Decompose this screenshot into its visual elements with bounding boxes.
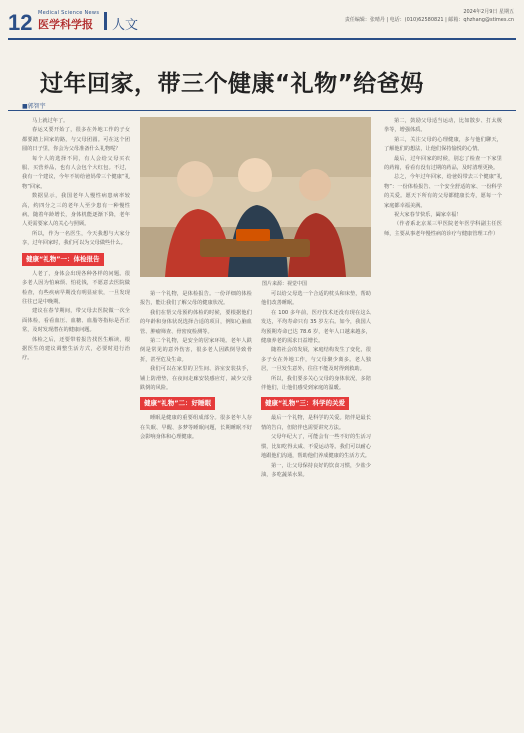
paragraph: 体检之后，还要带着报告找医生解读，根据医生的建议调整生活方式，必要时进行治疗。 — [22, 336, 130, 362]
paragraph: 在 100 多年前，医疗技术还没有现在这么发达，平均寿命只有 35 岁左右。如今，我国人均预期寿命已达 78.6 岁，老年人口越来越多，健康养老的需求日益增长。 — [261, 309, 371, 345]
paragraph: 所以，我们要多关心父母的身体状况，多陪伴他们，让他们感受到家庭的温暖。 — [261, 375, 371, 392]
paragraph: 我们在帮父母预约体检的时候，要根据他们的年龄和身体状况选择合适的项目，例如心脑血管、肿瘤筛查、骨密度检测等。 — [140, 309, 252, 335]
header-rule — [8, 110, 516, 111]
paragraph: （作者系北京某三甲医院老年医学科副主任医师，主要从事老年慢性病的诊疗与健康管理工作） — [384, 221, 502, 237]
paragraph: 我们可以在家里的卫生间、浴室安装扶手，铺上防滑垫，在夜间走廊安装感应灯，减少父母跌倒的风险。 — [140, 366, 252, 392]
editor-line: 责任编辑：张晴丹 | 电话：(010)62580821 | 邮箱：qhzhang@stimes.cn — [344, 17, 514, 23]
paragraph: 父母年纪大了，可能会有一些不好的生活习惯，比如吃得太咸、不爱运动等。我们可以耐心地跟他们沟通，帮助他们养成健康的生活方式。 — [261, 434, 371, 460]
paragraph: 第一个礼物，是体检报告。一份详细的体检报告，能让我们了解父母的健康状况。 — [140, 291, 252, 307]
paragraph: 随着社会的发展，家庭结构发生了变化，很多子女在外地工作，与父母聚少离多。老人独居，一旦发生意外，往往不能及时得到救助。 — [261, 347, 371, 373]
subhead-3: 健康“礼物”三：科学的关爱 — [261, 397, 349, 410]
paper-name — [38, 10, 99, 32]
paragraph: 数据显示，我国老年人慢性病患病率较高，约四分之三的老年人至少患有一种慢性病。随着年龄增长，身体机能逐渐下降，老年人更需要家人的关心与照顾。 — [22, 193, 130, 228]
paragraph: 人老了，身体会出现各种各样的问题。很多老人因为怕麻烦、怕花钱，不愿意去医院做检查，有些疾病早期没有明显症状，一旦发现往往已是中晚期。 — [22, 270, 130, 305]
masthead — [0, 0, 524, 44]
page-number: 12 — [8, 10, 33, 35]
paragraph: 春运又要开始了，很多在外地工作的子女都要踏上回家的路，与父母团圆。可在这个团圆的日子里，你会为父母准备什么礼物呢？ — [22, 127, 130, 153]
paragraph: 总之，今年过年回家，给爸妈带去三个健康“礼物”：一份体检报告、一个安全舒适的家、一份科学的关爱。愿天下所有的父母都健康长寿，愿每一个家庭都幸福美满。 — [384, 174, 502, 209]
subhead-1: 健康“礼物”一：体检报告 — [22, 253, 104, 266]
paper-name-cn: 医学科学报 — [38, 18, 93, 31]
column-3 — [261, 290, 371, 480]
paragraph: 最后，过年回家的时候，别忘了检查一下家里的药箱，看看有没有过期的药品，及时清理更换。 — [384, 155, 502, 172]
photo-illustration — [140, 117, 371, 277]
section-label: 人文 — [112, 18, 139, 33]
paragraph: 可以给父母选一个合适的枕头和床垫，帮助他们改善睡眠。 — [261, 291, 371, 307]
photo-caption: 图片来源：视觉中国 — [262, 281, 308, 287]
paragraph: 建议在春节期间，带父母去医院做一次全面体检，看看血压、血糖、血脂等指标是否正常，及时发现潜在的健康问题。 — [22, 308, 130, 334]
paragraph: 所以，作为一名医生，今天我想与大家分享，过年回家时，我们可以为父母做些什么。 — [22, 230, 130, 247]
paragraph: 祝大家春节快乐，阖家幸福！ — [394, 212, 462, 219]
article-photo — [140, 117, 371, 277]
paragraph: 最后一个礼物，是科学的关爱。陪伴是最长情的告白，但陪伴也需要讲究方法。 — [261, 415, 371, 431]
paragraph: 第三，关注父母的心理健康，多与他们聊天，了解他们的想法，让他们保持愉悦的心情。 — [384, 136, 502, 153]
paragraph: 第二个礼物，是安全的居家环境。老年人跌倒是常见的意外伤害，很多老人因跌倒导致骨折，甚至危及生命。 — [140, 338, 252, 363]
paragraph: 第一，让父母保持良好的饮食习惯，少盐少油，多吃蔬菜水果。 — [261, 462, 371, 478]
subhead-2: 健康“礼物”二：好睡眠 — [140, 397, 215, 410]
top-rule — [8, 38, 516, 40]
date-line: 2024年2月9日 星期五 — [463, 9, 514, 15]
paragraph: 第二，鼓励父母适当运动，比如散步、打太极拳等，增强体质。 — [384, 118, 502, 134]
paragraph: 马上就过年了。 — [32, 118, 69, 124]
column-1 — [22, 117, 130, 364]
paragraph: 睡眠是健康的重要组成部分。很多老年人存在失眠、早醒、多梦等睡眠问题，长期睡眠不好会影响身体和心理健康。 — [140, 415, 252, 441]
page-meta — [345, 8, 514, 24]
paragraph: 每个人的选择不同，有人会给父母买衣服、买营养品，也有人会包个大红包。不过，我有一个建议，今年不妨给爸妈带三个健康“礼物”回家。 — [22, 155, 130, 190]
column-2 — [140, 290, 252, 443]
section-bar — [104, 12, 107, 30]
article-headline: 过年回家，带三个健康“礼物”给爸妈 — [40, 71, 424, 97]
column-4 — [384, 117, 502, 239]
article-byline: ■郭智宇 — [22, 103, 46, 110]
paper-name-en: Medical Science News — [38, 10, 100, 16]
